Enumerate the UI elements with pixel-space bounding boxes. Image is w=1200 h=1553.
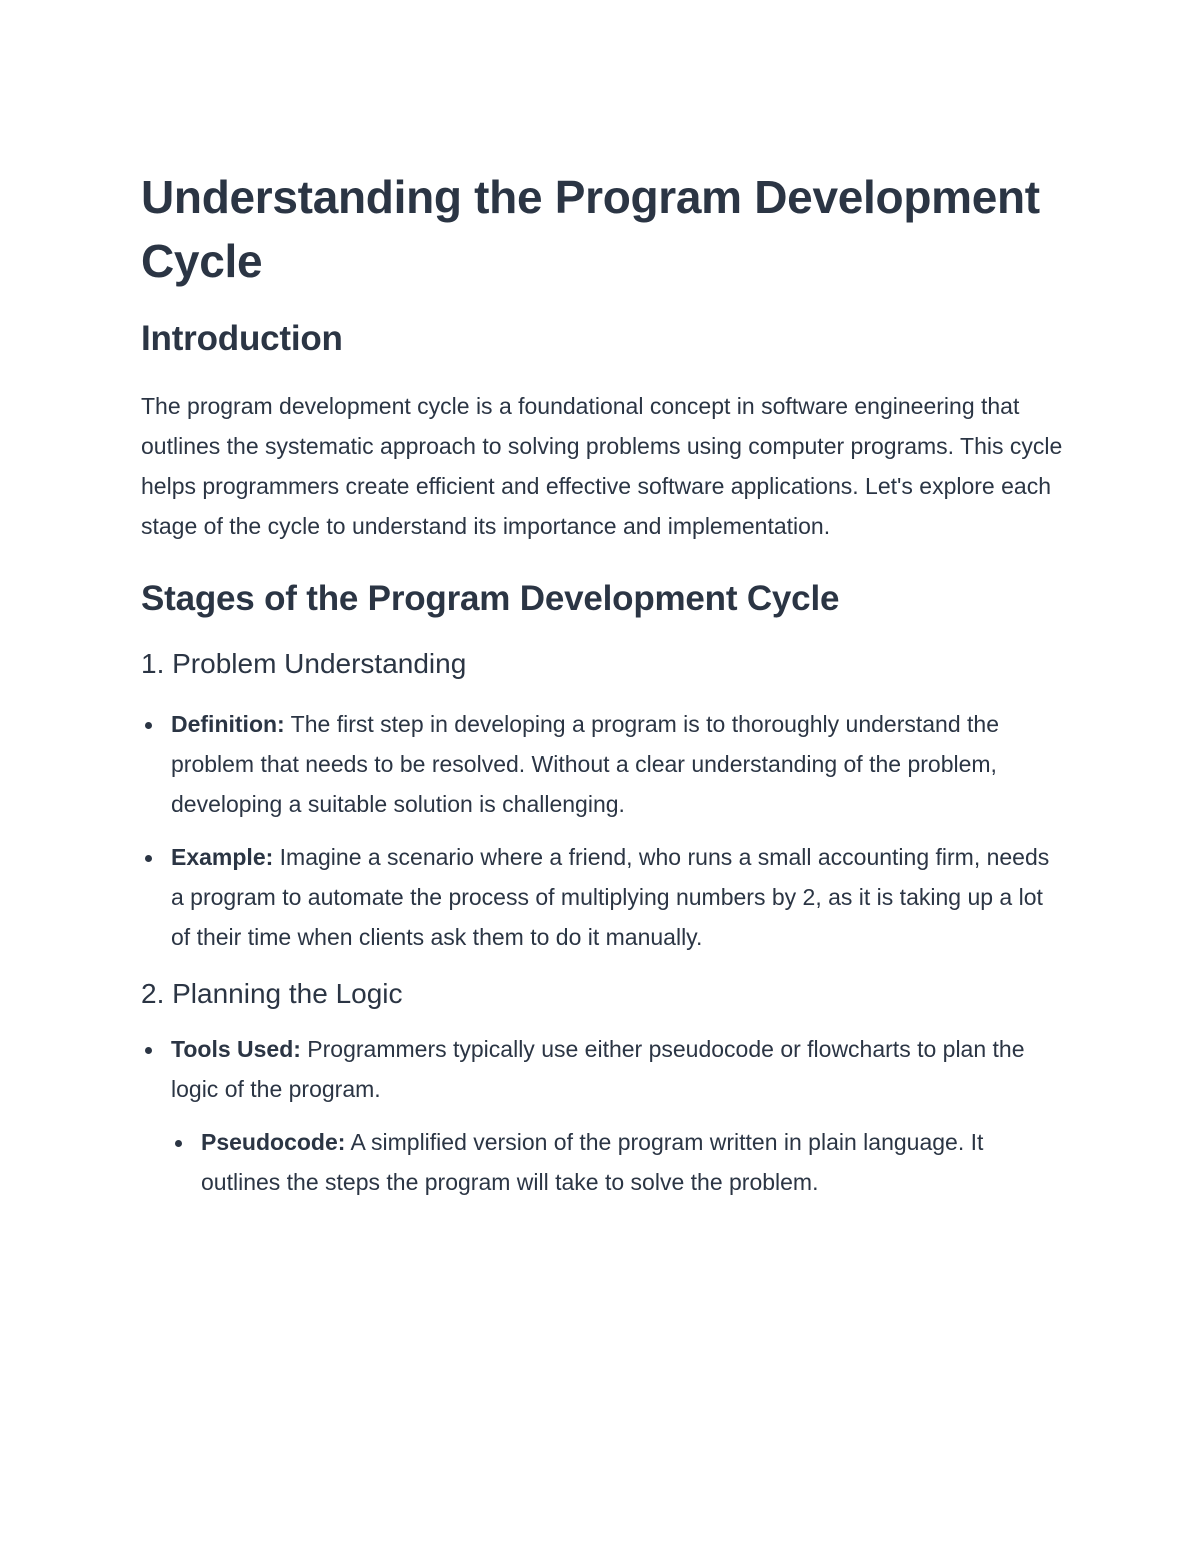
list-item-label: Pseudocode: [201, 1129, 346, 1155]
page-title: Understanding the Program Development Cycle [141, 171, 1040, 287]
tools-sublist [171, 1122, 1066, 1202]
list-item-pseudocode [171, 1122, 1066, 1202]
list-item-label: Definition: [171, 711, 285, 737]
list-item-text: Imagine a scenario where a friend, who runs a small accounting firm, needs a program to automate the process of multiplying numbers by 2, as it is taking up a lot of their time when clients ask them to do it manually. [171, 844, 1050, 950]
list-item-label: Tools Used: [171, 1036, 301, 1062]
problem-understanding-list [141, 704, 1066, 957]
list-item-text: A simplified version of the program written in plain language. It outlines the steps the program will take to solve the problem. [201, 1129, 984, 1195]
subsection-heading-planning-logic: 2. Planning the Logic [141, 978, 403, 1009]
list-item-label: Example: [171, 844, 274, 870]
section-heading-introduction: Introduction [141, 319, 343, 358]
list-item-text: The first step in developing a program is to thoroughly understand the problem that needs to be resolved. Without a clear understanding of the problem, developing a suitable solution is challenging. [171, 711, 999, 817]
intro-paragraph: The program development cycle is a foundational concept in software engineering that outlines the systematic approach to solving problems using computer programs. This cycle helps programmers create efficient and effective software applications. Let's explore each stage of the cycle to understand its importance and implementation. [141, 393, 1063, 539]
subsection-heading-problem-understanding: 1. Problem Understanding [141, 648, 467, 679]
section-heading-stages: Stages of the Program Development Cycle [141, 579, 840, 618]
list-item-example [141, 837, 1066, 957]
document-page [141, 165, 1066, 1202]
list-item-definition [141, 704, 1066, 824]
list-item-text: Programmers typically use either pseudocode or flowcharts to plan the logic of the program. [171, 1036, 1025, 1102]
list-item-tools-used [141, 1029, 1066, 1202]
planning-logic-list [141, 1029, 1066, 1202]
